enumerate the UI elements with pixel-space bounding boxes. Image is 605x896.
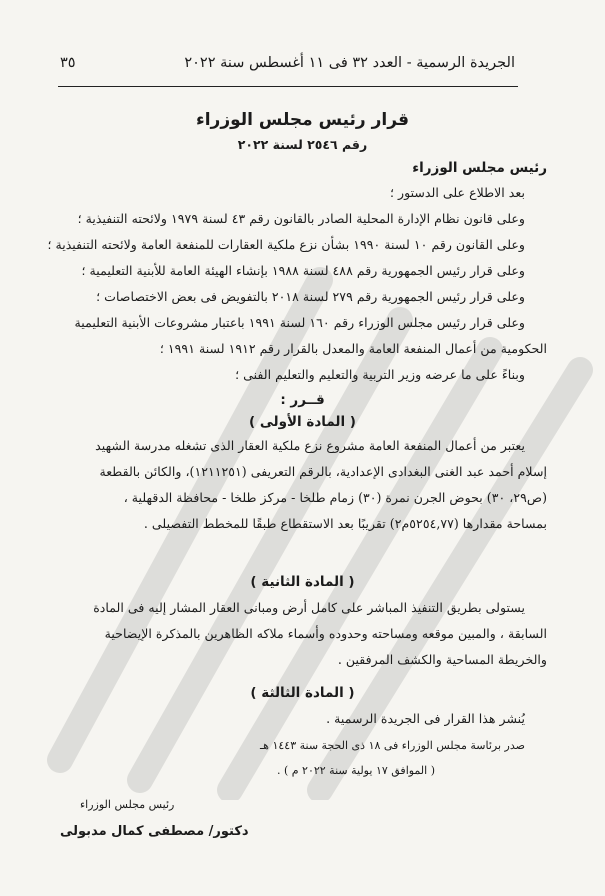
page-header [60, 55, 515, 79]
decided-heading: قــرر : [280, 392, 325, 408]
preamble-line: وعلى قرار رئيس مجلس الوزراء رقم ١٦٠ لسنة ١٩٩١ باعتبار مشروعات الأبنية التعليمية [74, 315, 525, 330]
article-2-title: ( المادة الثانية ) [250, 574, 355, 590]
page-number: ٣٥ [60, 55, 76, 71]
article-1-line: بمساحة مقدارها (٥٢٥٤,٧٧م٢) تقريبًا بعد الاستقطاع طبقًا للمخطط التفصيلى . [143, 516, 547, 531]
preamble-line: وبناءً على ما عرضه وزير التربية والتعليم والتعليم الفنى ؛ [235, 367, 525, 382]
article-1-title: ( المادة الأولى ) [249, 414, 356, 430]
article-2-line: يستولى بطريق التنفيذ المباشر على كامل أرض ومبانى العقار المشار إليه فى المادة [93, 600, 525, 615]
article-3-line: يُنشر هذا القرار فى الجريدة الرسمية . [326, 711, 525, 726]
header-divider [58, 86, 518, 87]
gazette-title: الجريدة الرسمية - العدد ٣٢ فى ١١ أغسطس سنة ٢٠٢٢ [184, 55, 515, 71]
article-3-title: ( المادة الثالثة ) [250, 685, 355, 701]
article-2-line: والخريطة المساحية والكشف المرفقين . [337, 652, 547, 667]
preamble-line: وعلى قرار رئيس الجمهورية رقم ٤٨٨ لسنة ١٩٨٨ بإنشاء الهيئة العامة للأبنية التعليمية ؛ [81, 263, 525, 278]
preamble-line: وعلى قرار رئيس الجمهورية رقم ٢٧٩ لسنة ٢٠١٨ بالتفويض فى بعض الاختصاصات ؛ [96, 289, 525, 304]
preamble-line: وعلى قانون نظام الإدارة المحلية الصادر بالقانون رقم ٤٣ لسنة ١٩٧٩ ولائحته التنفيذية ؛ [77, 211, 525, 226]
issuer-heading: رئيس مجلس الوزراء [412, 160, 547, 176]
article-1-line: إسلام أحمد عبد الغنى البغدادى الإعدادية، بالرقم التعريفى (١٢١١٢٥١)، والكائن بالقطعة [99, 464, 547, 479]
article-1-line: (ص٢٩، ٣٠) بحوض الجرن نمرة (٣٠) زمام طلخا - مركز طلخا - محافظة الدقهلية ، [123, 490, 547, 505]
article-2-line: السابقة ، والمبين موقعه ومساحته وحدوده وأسماء ملاكه الظاهرين بالمذكرة الإيضاحية [104, 626, 547, 641]
preamble-line: بعد الاطلاع على الدستور ؛ [389, 185, 525, 200]
preamble-line: الحكومية من أعمال المنفعة العامة والمعدل بالقرار رقم ١٩١٢ لسنة ١٩٩١ ؛ [159, 341, 547, 356]
signature-role: رئيس مجلس الوزراء [80, 798, 175, 811]
issued-date-gregorian: ( الموافق ١٧ يولية سنة ٢٠٢٢ م ) . [276, 764, 435, 777]
decree-title: قرار رئيس مجلس الوزراء [196, 110, 409, 130]
article-1-line: يعتبر من أعمال المنفعة العامة مشروع نزع ملكية العقار الذى تشغله مدرسة الشهيد [95, 438, 525, 453]
preamble-line: وعلى القانون رقم ١٠ لسنة ١٩٩٠ بشأن نزع ملكية العقارات للمنفعة العامة ولائحته التنفيذية ؛ [47, 237, 525, 252]
signature-name: دكتور/ مصطفى كمال مدبولى [60, 824, 249, 839]
issued-date-hijri: صدر برئاسة مجلس الوزراء فى ١٨ ذى الحجة سنة ١٤٤٣ هـ [259, 739, 525, 752]
decree-number: رقم ٢٥٤٦ لسنة ٢٠٢٢ [237, 137, 368, 152]
